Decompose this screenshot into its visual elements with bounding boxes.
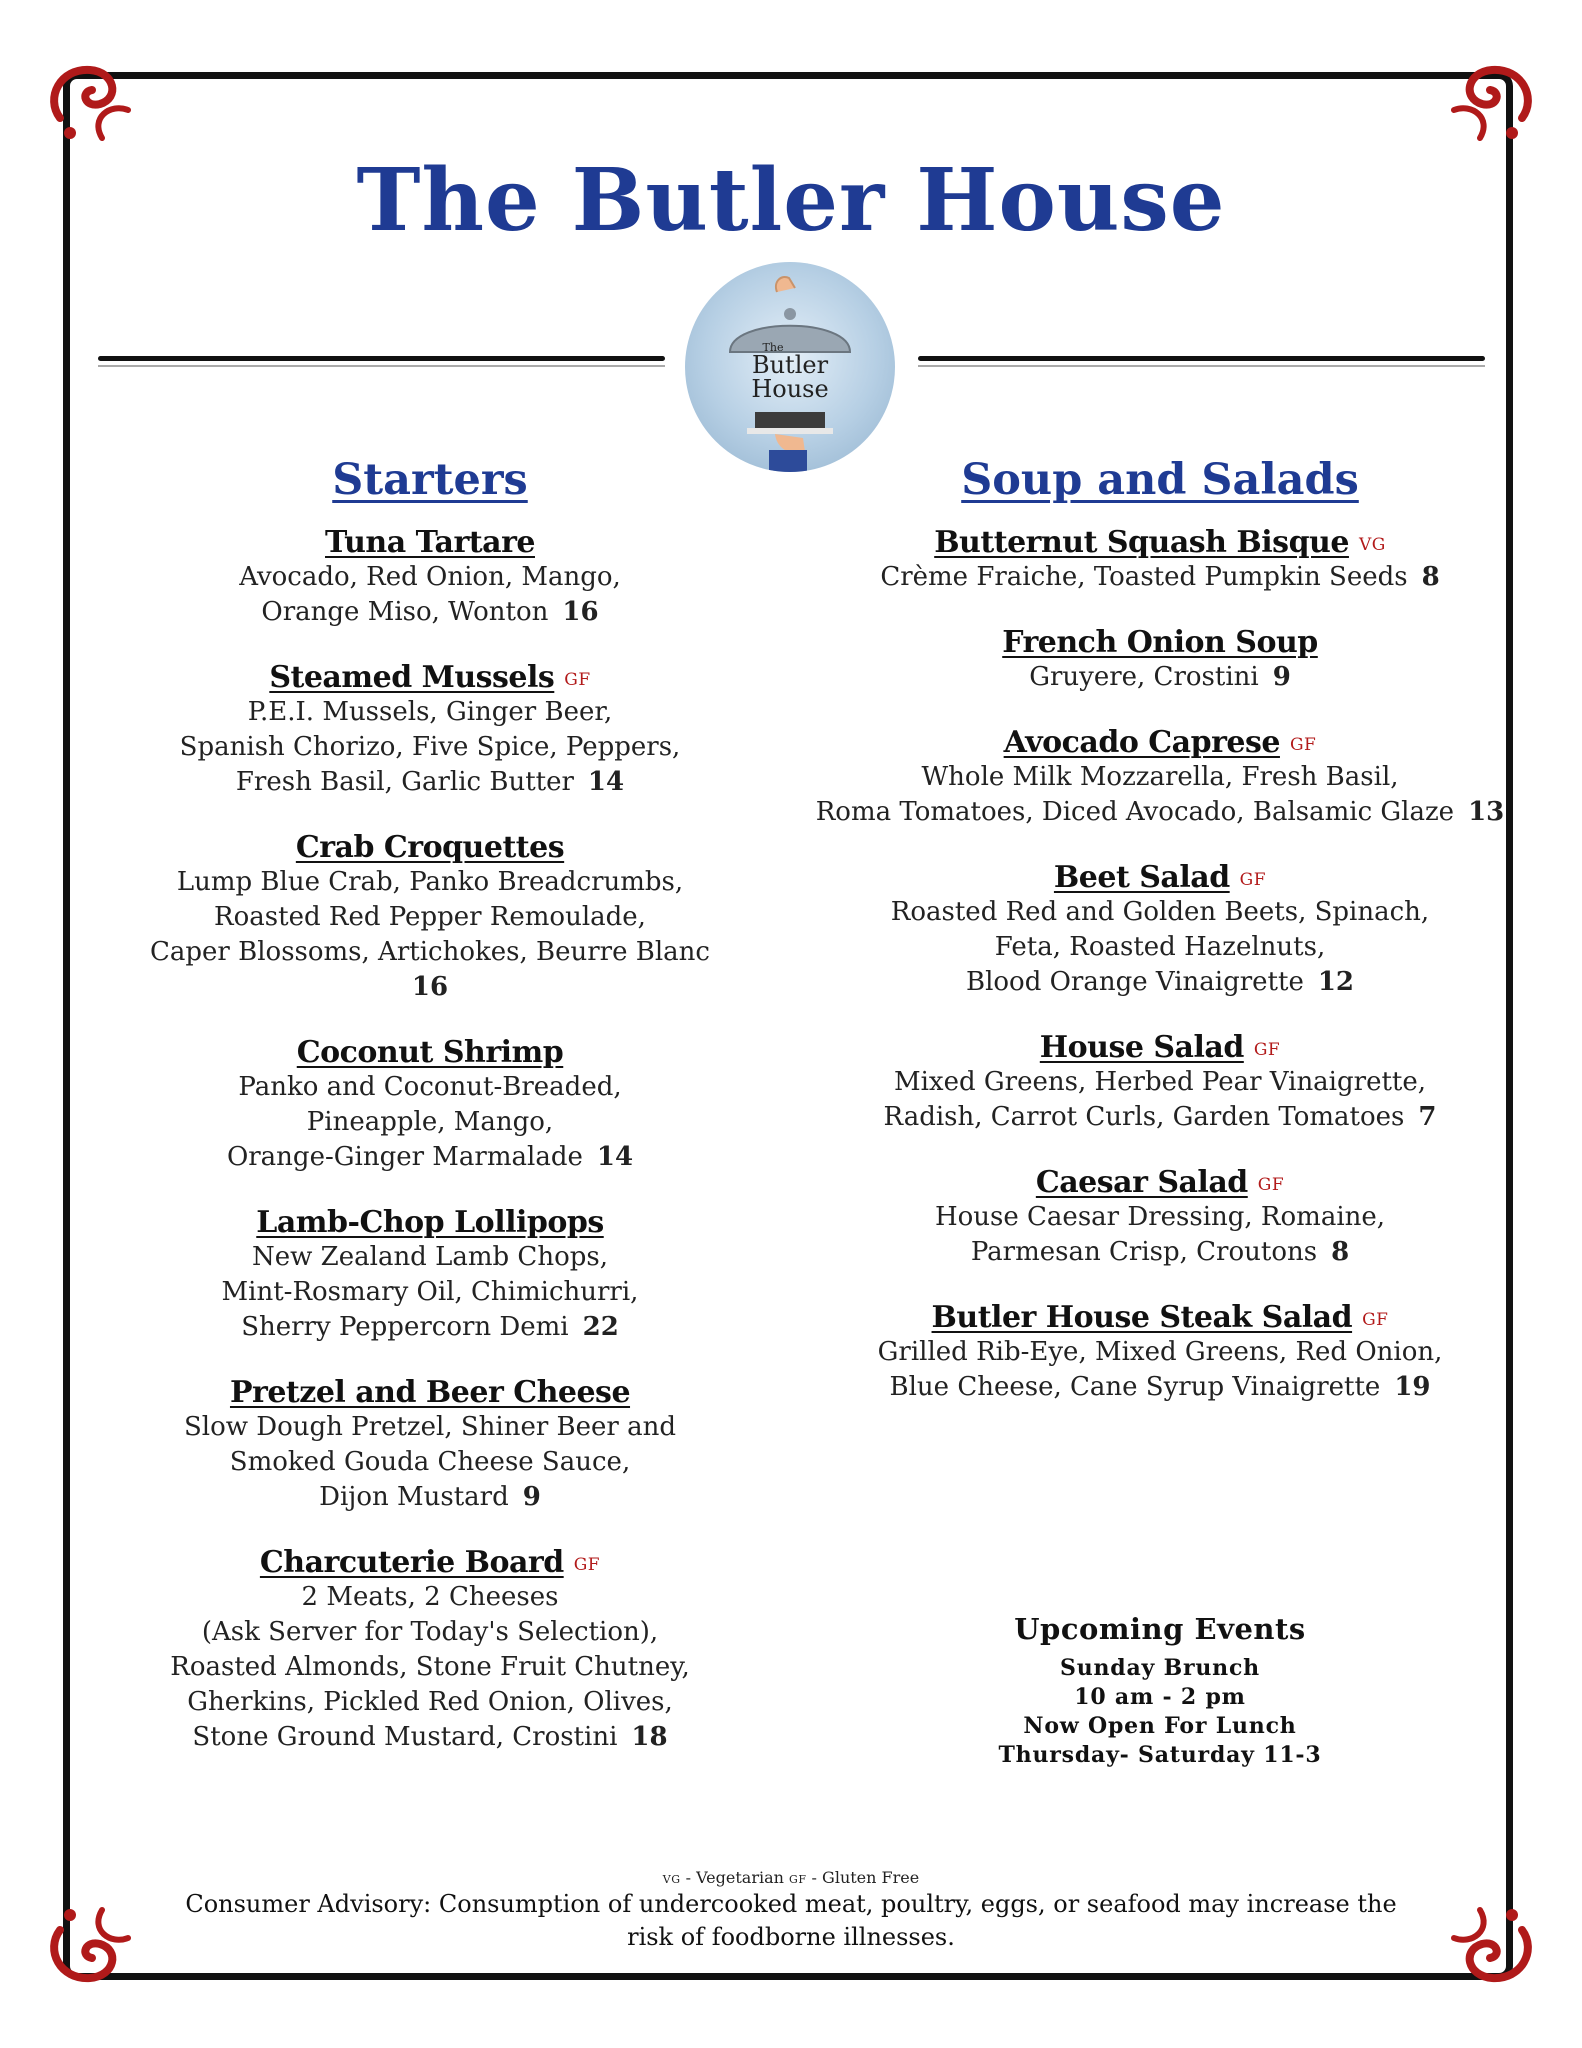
menu-item-description [120, 560, 740, 630]
menu-item-name: Avocado Caprese [1003, 725, 1280, 760]
description-text: House Caesar Dressing, Romaine, [934, 1202, 1386, 1232]
menu-item-price: 16 [562, 597, 599, 627]
description-line [120, 865, 740, 900]
menu-item [815, 625, 1505, 695]
description-text: 2 Meats, 2 Cheeses [301, 1582, 559, 1612]
logo-line-2: Butler [751, 351, 829, 379]
description-text: Panko and Coconut-Breaded, [238, 1072, 622, 1102]
menu-item-price: 14 [587, 767, 625, 797]
starters-list [120, 525, 740, 1755]
description-text: Blue Cheese, Cane Syrup Vinaigrette [889, 1372, 1381, 1402]
menu-item-price: 9 [1272, 662, 1291, 692]
menu-item-price: 19 [1394, 1372, 1431, 1402]
description-text: Crème Fraiche, Toasted Pumpkin Seeds [880, 562, 1408, 592]
description-text: (Ask Server for Today's Selection), [201, 1617, 659, 1647]
description-line [120, 935, 740, 970]
dietary-tag: GF [1289, 735, 1317, 755]
description-line [120, 730, 740, 765]
corner-ornament-top-right [1432, 48, 1542, 158]
menu-item-heading [815, 625, 1505, 660]
soups-column [815, 455, 1505, 1435]
description-text: Radish, Carrot Curls, Garden Tomatoes [883, 1102, 1405, 1132]
description-line [815, 560, 1505, 595]
description-line [120, 900, 740, 935]
menu-item [815, 860, 1505, 1000]
description-text: Mint-Rosmary Oil, Chimichurri, [221, 1277, 639, 1307]
menu-item-description [120, 1580, 740, 1755]
menu-item-price: 8 [1421, 562, 1440, 592]
menu-item [815, 1300, 1505, 1405]
menu-item-description [120, 695, 740, 800]
description-text: Roasted Red Pepper Remoulade, [214, 902, 646, 932]
upcoming-events [815, 1612, 1505, 1770]
menu-item-name: Lamb-Chop Lollipops [256, 1205, 604, 1240]
description-text: Caper Blossoms, Artichokes, Beurre Blanc [150, 937, 710, 967]
butler-house-logo [685, 262, 895, 472]
dietary-tag: GF [1257, 1175, 1285, 1195]
description-line [120, 1410, 740, 1445]
description-text: Gruyere, Crostini [1029, 662, 1259, 692]
menu-item-description [815, 660, 1505, 695]
description-line [815, 1335, 1505, 1370]
legend-vg-abbr: VG [662, 1873, 681, 1886]
menu-item [120, 525, 740, 630]
menu-item-name: Steamed Mussels [269, 660, 555, 695]
description-text: Slow Dough Pretzel, Shiner Beer and [183, 1412, 677, 1442]
description-line [120, 1105, 740, 1140]
description-line [120, 1310, 740, 1345]
starters-column [120, 455, 740, 1785]
description-line [120, 1720, 740, 1755]
menu-item-description [815, 1200, 1505, 1270]
description-text: Feta, Roasted Hazelnuts, [994, 932, 1326, 962]
menu-item [815, 1165, 1505, 1270]
events-line: Sunday Brunch [1060, 1655, 1260, 1681]
menu-item-heading [815, 525, 1505, 560]
description-text: Pineapple, Mango, [306, 1107, 554, 1137]
menu-item-name: Charcuterie Board [259, 1545, 564, 1580]
menu-item-heading [120, 660, 740, 695]
events-line: Thursday- Saturday 11-3 [998, 1742, 1322, 1768]
menu-item-heading [120, 1545, 740, 1580]
menu-item-name: House Salad [1039, 1030, 1244, 1065]
menu-item [815, 1030, 1505, 1135]
corner-ornament-bottom-left [40, 1890, 150, 2000]
dietary-tag: GF [1239, 870, 1267, 890]
description-line [815, 1065, 1505, 1100]
description-text: Gherkins, Pickled Red Onion, Olives, [187, 1687, 673, 1717]
menu-item-name: French Onion Soup [1002, 625, 1318, 660]
menu-item [120, 1375, 740, 1515]
description-line [815, 760, 1505, 795]
description-text: Orange-Ginger Marmalade [226, 1142, 583, 1172]
description-text: Mixed Greens, Herbed Pear Vinaigrette, [893, 1067, 1427, 1097]
description-text: Dijon Mustard [319, 1482, 509, 1512]
dietary-tag: GF [573, 1555, 601, 1575]
menu-item-description [120, 1070, 740, 1175]
events-line: Now Open For Lunch [1023, 1713, 1297, 1739]
menu-item-heading [120, 1205, 740, 1240]
menu-item [815, 525, 1505, 595]
dietary-tag: GF [564, 670, 591, 690]
menu-item-heading [815, 1165, 1505, 1200]
description-text: Sherry Peppercorn Demi [241, 1312, 569, 1342]
soups-heading: Soup and Salads [961, 455, 1359, 505]
menu-item-name: Crab Croquettes [295, 830, 565, 865]
menu-item-price: 8 [1331, 1237, 1350, 1267]
logo-line-1: The [762, 341, 784, 354]
description-text: Roasted Almonds, Stone Fruit Chutney, [170, 1652, 690, 1682]
menu-item-description [815, 1335, 1505, 1405]
menu-item-description [120, 865, 740, 1005]
description-text: Grilled Rib-Eye, Mixed Greens, Red Onion, [877, 1337, 1443, 1367]
menu-item-heading [815, 1030, 1505, 1065]
menu-item [815, 725, 1505, 830]
description-line [120, 1140, 740, 1175]
menu-item-heading [815, 1300, 1505, 1335]
menu-item-description [815, 760, 1505, 830]
description-text: Fresh Basil, Garlic Butter [235, 767, 574, 797]
description-line [120, 595, 740, 630]
description-line [815, 1235, 1505, 1270]
description-line [120, 1615, 740, 1650]
menu-item-price: 18 [631, 1722, 668, 1752]
menu-item-name: Caesar Salad [1035, 1165, 1248, 1200]
menu-item-description [815, 895, 1505, 1000]
description-line [120, 560, 740, 595]
description-text: Avocado, Red Onion, Mango, [239, 562, 621, 592]
menu-item-heading [815, 860, 1505, 895]
description-line [815, 1370, 1505, 1405]
description-line [815, 795, 1505, 830]
menu-item-heading [120, 1035, 740, 1070]
description-line [815, 1100, 1505, 1135]
description-text: Stone Ground Mustard, Crostini [192, 1722, 618, 1752]
restaurant-title: The Butler House [356, 150, 1226, 251]
logo-wordmark [685, 342, 895, 401]
menu-item-price: 22 [582, 1312, 619, 1342]
menu-item-name: Butler House Steak Salad [931, 1300, 1353, 1335]
menu-item-name: Coconut Shrimp [296, 1035, 564, 1070]
corner-ornament-bottom-right [1432, 1890, 1542, 2000]
logo-line-3: House [751, 375, 829, 403]
description-text: Whole Milk Mozzarella, Fresh Basil, [921, 762, 1399, 792]
description-line [120, 1580, 740, 1615]
description-line [120, 1650, 740, 1685]
soups-list [815, 525, 1505, 1405]
description-text: Blood Orange Vinaigrette [965, 967, 1304, 997]
menu-item-price: 14 [596, 1142, 634, 1172]
menu-item-name: Beet Salad [1053, 860, 1230, 895]
menu-item-description [815, 1065, 1505, 1135]
menu-item [120, 1205, 740, 1345]
description-text: New Zealand Lamb Chops, [252, 1242, 608, 1272]
menu-item [120, 1035, 740, 1175]
menu-item [120, 660, 740, 800]
menu-item-description [120, 1410, 740, 1515]
menu-item-price: 7 [1418, 1102, 1437, 1132]
description-text: Spanish Chorizo, Five Spice, Peppers, [179, 732, 681, 762]
description-line [815, 660, 1505, 695]
legend-gf-label: - Gluten Free [811, 1868, 920, 1887]
menu-item-heading [120, 525, 740, 560]
description-text: Parmesan Crisp, Croutons [970, 1237, 1318, 1267]
corner-ornament-top-left [40, 48, 150, 158]
divider-left [98, 356, 665, 370]
description-line [815, 930, 1505, 965]
dietary-tag: GF [1362, 1310, 1389, 1330]
description-line [120, 1240, 740, 1275]
menu-item-name: Butternut Squash Bisque [934, 525, 1349, 560]
description-line [120, 1445, 740, 1480]
menu-item-description [815, 560, 1505, 595]
menu-item-name: Tuna Tartare [325, 525, 535, 560]
description-line [120, 765, 740, 800]
description-text: Smoked Gouda Cheese Sauce, [229, 1447, 631, 1477]
menu-item [120, 830, 740, 1005]
description-line [120, 1480, 740, 1515]
description-line [120, 1070, 740, 1105]
description-text: Roma Tomatoes, Diced Avocado, Balsamic Glaze [815, 797, 1455, 827]
description-text: Roasted Red and Golden Beets, Spinach, [890, 897, 1430, 927]
dietary-tag: VG [1358, 535, 1386, 555]
description-line [815, 965, 1505, 1000]
menu-item-heading [815, 725, 1505, 760]
description-text: P.E.I. Mussels, Ginger Beer, [247, 697, 613, 727]
menu-item-heading [120, 830, 740, 865]
description-text: Orange Miso, Wonton [261, 597, 549, 627]
legend-vg-label: - Vegetarian [685, 1868, 784, 1887]
menu-item-heading [120, 1375, 740, 1410]
dietary-legend [0, 1868, 1582, 1887]
description-text: Lump Blue Crab, Panko Breadcrumbs, [176, 867, 684, 897]
menu-item-price: 12 [1317, 967, 1355, 997]
description-line [120, 1275, 740, 1310]
menu-item-description [120, 1240, 740, 1345]
divider-right [918, 356, 1485, 370]
description-line [120, 1685, 740, 1720]
menu-item-name: Pretzel and Beer Cheese [229, 1375, 631, 1410]
menu-item-price: 13 [1468, 797, 1505, 827]
menu-item [120, 1545, 740, 1755]
consumer-advisory: Consumer Advisory: Consumption of undercooked meat, poultry, eggs, or seafood may increase the risk of foodborne illnesses. [185, 1890, 1397, 1951]
description-line [120, 695, 740, 730]
menu-item-price: 9 [522, 1482, 541, 1512]
menu-item-price: 16 [411, 972, 449, 1002]
events-title: Upcoming Events [1014, 1612, 1306, 1646]
starters-heading: Starters [332, 455, 528, 505]
description-line [120, 970, 740, 1005]
description-line [815, 1200, 1505, 1235]
legend-gf-abbr: GF [789, 1873, 807, 1886]
events-line: 10 am - 2 pm [1074, 1684, 1246, 1710]
description-line [815, 895, 1505, 930]
dietary-tag: GF [1253, 1040, 1281, 1060]
